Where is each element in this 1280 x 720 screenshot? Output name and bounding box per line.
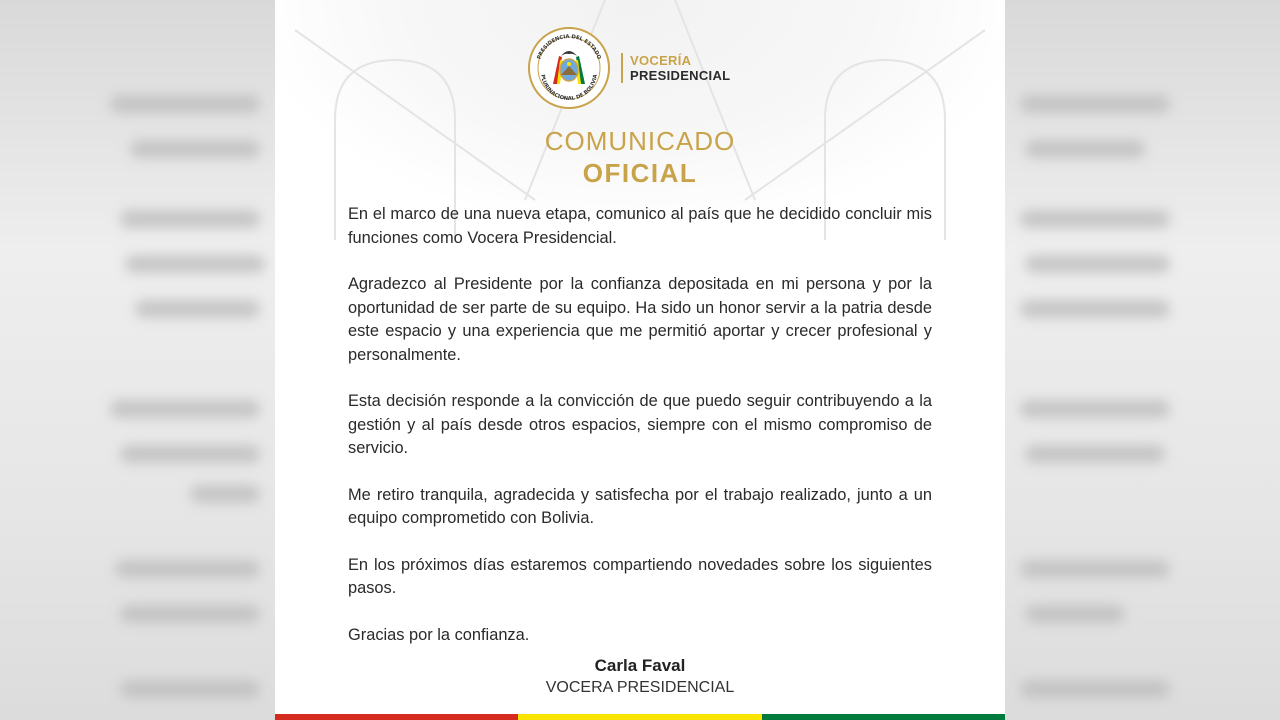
brand-line-2: PRESIDENCIAL <box>630 68 731 83</box>
header-brand <box>527 26 730 110</box>
paragraph: Agradezco al Presidente por la confianza depositada en mi persona y por la oportunidad de ser parte de su equipo. Ha sido un honor servir a la patria desde este espacio y una experiencia que me permitió aportar y crecer profesional y personalmente. <box>348 275 932 364</box>
blurred-backdrop-left <box>0 0 275 720</box>
paragraph: Me retiro tranquila, agradecida y satisfecha por el trabajo realizado, junto a un equipo comprometido con Bolivia. <box>348 485 932 527</box>
coat-of-arms-seal <box>527 26 611 110</box>
title-oficial: OFICIAL <box>582 158 698 188</box>
brand-line-1: VOCERÍA <box>630 53 692 68</box>
flag-stripe <box>275 714 1005 720</box>
seal-text-bottom: PLURINACIONAL DE BOLIVIA <box>539 74 599 103</box>
flag-yellow-band <box>518 714 761 720</box>
paragraph: Gracias por la confianza. <box>348 625 530 644</box>
signature-name: Carla Faval <box>594 656 686 675</box>
blurred-backdrop-right <box>1005 0 1280 720</box>
seal-text-top: PRESIDENCIA DEL ESTADO <box>536 33 602 61</box>
title-comunicado: COMUNICADO <box>544 126 736 156</box>
signature-role: VOCERA PRESIDENCIAL <box>545 679 735 696</box>
flag-red-band <box>275 714 518 720</box>
paragraph: Esta decisión responde a la convicción de que puedo seguir contribuyendo a la gestión y al país desde otros espacios, siempre con el mismo compromiso de servicio. <box>348 392 932 457</box>
statement-document <box>275 0 1005 720</box>
flag-green-band <box>762 714 1005 720</box>
paragraph: En el marco de una nueva etapa, comunico al país que he decidido concluir mis funciones como Vocera Presidencial. <box>348 205 932 247</box>
header-divider <box>621 53 623 83</box>
statement-body <box>348 203 932 647</box>
paragraph: En los próximos días estaremos compartiendo novedades sobre los siguientes pasos. <box>348 555 932 597</box>
